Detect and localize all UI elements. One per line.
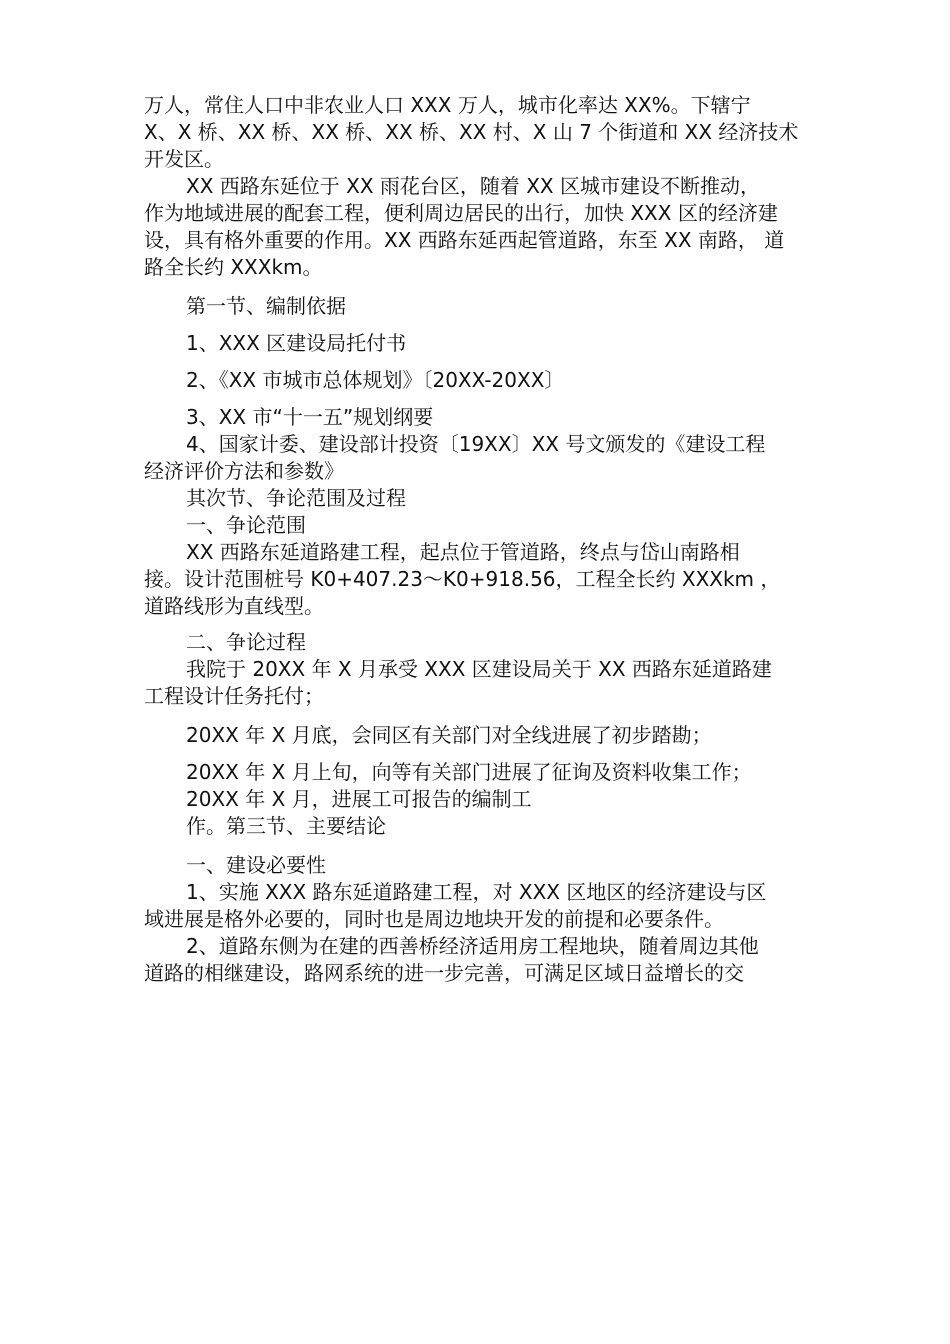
text-line: 接。设计范围桩号 K0+407.23～K0+918.56，工程全长约 XXXkm ， <box>144 567 781 591</box>
list-item-basis-3 <box>144 404 834 431</box>
text-line: 作。第三节、主要结论 <box>186 814 386 838</box>
text-line: 路全长约 XXXkm。 <box>144 255 323 279</box>
text-line: XX 西路东延位于 XX 雨花台区，随着 XX 区城市建设不断推动， <box>186 174 760 198</box>
section-heading-basis <box>144 293 834 320</box>
text-line: 1、实施 XXX 路东延道路建工程，对 XXX 区地区的经济建设与区 <box>186 880 767 904</box>
text-line: 域进展是格外必要的，同时也是周边地块开发的前提和必要条件。 <box>144 907 724 931</box>
list-item-basis-4 <box>144 431 834 485</box>
paragraph-process-commission <box>144 656 834 710</box>
paragraph-necessity-2 <box>144 933 834 987</box>
text-line: 万人，常住人口中非农业人口 XXX 万人，城市化率达 XX%。下辖宁 <box>144 93 751 117</box>
text-line: 经济评价方法和参数》 <box>144 459 344 483</box>
text-line: 道路线形为直线型。 <box>144 594 324 618</box>
text-line: 2、道路东侧为在建的西善桥经济适用房工程地块，随着周边其他 <box>186 934 759 958</box>
paragraph-road-location <box>144 173 834 281</box>
list-item-basis-1 <box>144 330 834 357</box>
paragraph-process-report <box>144 786 834 813</box>
text-line: 一、争论范围 <box>186 513 306 537</box>
section-heading-scope <box>144 485 834 512</box>
text-line: 我院于 20XX 年 X 月承受 XXX 区建设局关于 XX 西路东延道路建 <box>186 657 772 681</box>
text-line: 一、建设必要性 <box>186 853 326 877</box>
paragraph-process-survey <box>144 722 834 749</box>
section-heading-conclusion <box>144 813 834 840</box>
subheading-scope <box>144 512 834 539</box>
text-line: 20XX 年 X 月底，会同区有关部门对全线进展了初步踏勘； <box>186 723 712 747</box>
text-line: 工程设计任务托付； <box>144 684 324 708</box>
document-body <box>144 92 834 987</box>
text-line: 设，具有格外重要的作用。XX 西路东延西起管道路，东至 XX 南路， 道 <box>144 228 785 252</box>
list-item-basis-2 <box>144 367 834 394</box>
text-line: 作为地域进展的配套工程，便利周边居民的出行，加快 XXX 区的经济建 <box>144 201 778 225</box>
text-line: 二、争论过程 <box>186 630 306 654</box>
text-line: 3、XX 市“十一五”规划纲要 <box>186 405 434 429</box>
text-line: 20XX 年 X 月上旬，向等有关部门进展了征询及资料收集工作； <box>186 760 752 784</box>
text-line: 第一节、编制依据 <box>186 294 346 318</box>
text-line: 开发区。 <box>144 147 224 171</box>
text-line: 1、XXX 区建设局托付书 <box>186 331 407 355</box>
subheading-necessity <box>144 852 834 879</box>
paragraph-population <box>144 92 834 173</box>
text-line: X、X 桥、XX 桥、XX 桥、XX 桥、XX 村、X 山 7 个街道和 XX 经济技术 <box>144 120 799 144</box>
paragraph-process-collection <box>144 759 834 786</box>
paragraph-necessity-1 <box>144 879 834 933</box>
text-line: XX 西路东延道路建工程，起点位于管道路，终点与岱山南路相 <box>186 540 740 564</box>
text-line: 其次节、争论范围及过程 <box>186 486 406 510</box>
subheading-process <box>144 629 834 656</box>
text-line: 道路的相继建设，路网系统的进一步完善，可满足区域日益增长的交 <box>144 961 744 985</box>
text-line: 20XX 年 X 月，进展工可报告的编制工 <box>186 787 532 811</box>
text-line: 4、国家计委、建设部计投资〔19XX〕XX 号文颁发的《建设工程 <box>186 432 766 456</box>
paragraph-scope <box>144 539 834 620</box>
text-line: 2、《XX 市城市总体规划》〔20XX-20XX〕 <box>186 368 565 392</box>
